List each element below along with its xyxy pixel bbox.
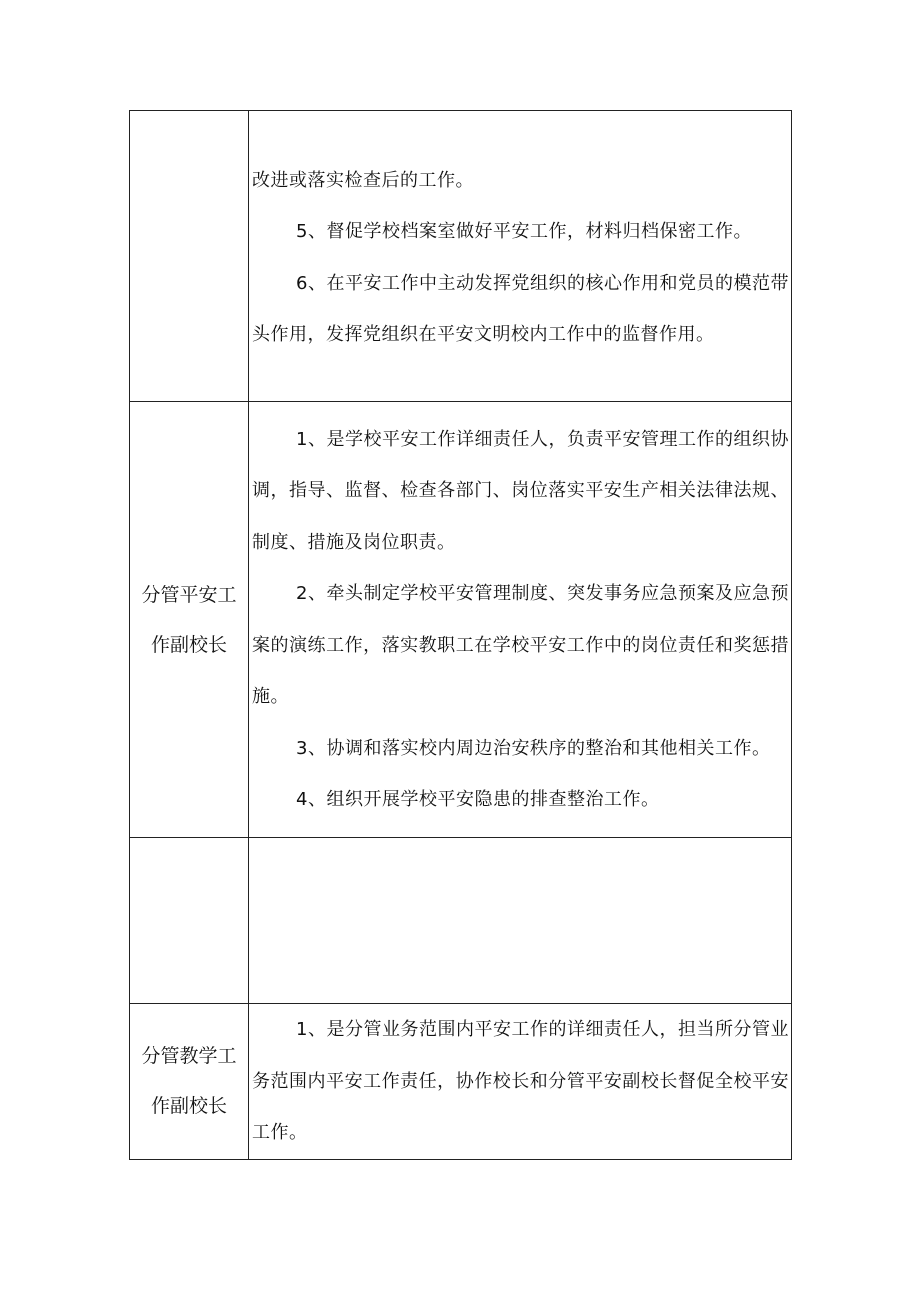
role-label-line: 分管平安工 <box>141 583 237 606</box>
role-label <box>130 1031 248 1131</box>
duty-cell <box>249 402 792 838</box>
table-row <box>130 111 792 402</box>
responsibility-table <box>129 110 792 1160</box>
duty-paragraph: 5、督促学校档案室做好平安工作，材料归档保密工作。 <box>296 221 752 242</box>
duty-paragraph: 2、牵头制定学校平安管理制度、突发事务应急预案及应急预案的演练工作，落实教职工在学校平安工作中的岗位责任和奖惩措施。 <box>252 583 789 707</box>
role-cell <box>130 1004 249 1160</box>
table-row <box>130 402 792 838</box>
duty-paragraph: 1、是学校平安工作详细责任人，负责平安管理工作的组织协调，指导、监督、检查各部门、岗位落实平安生产相关法律法规、制度、措施及岗位职责。 <box>252 428 789 553</box>
role-label <box>130 570 248 670</box>
role-cell <box>130 111 249 402</box>
role-cell <box>130 402 249 838</box>
duty-cell <box>249 838 792 1004</box>
duty-paragraph: 改进或落实检查后的工作。 <box>252 169 474 191</box>
role-label-line: 作副校长 <box>150 1095 227 1118</box>
role-label-line: 作副校长 <box>150 633 227 656</box>
duty-paragraph: 6、在平安工作中主动发挥党组织的核心作用和党员的模范带头作用，发挥党组织在平安文明校内工作中的监督作用。 <box>252 272 789 345</box>
role-cell <box>130 838 249 1004</box>
table-row <box>130 1004 792 1160</box>
table-row <box>130 838 792 1004</box>
role-label-line: 分管教学工 <box>141 1045 237 1068</box>
duty-paragraph: 1、是分管业务范围内平安工作的详细责任人，担当所分管业务范围内平安工作责任，协作校长和分管平安副校长督促全校平安工作。 <box>252 1019 789 1143</box>
duty-paragraph: 3、协调和落实校内周边治安秩序的整治和其他相关工作。 <box>296 737 771 759</box>
duty-cell <box>249 1004 792 1160</box>
duty-paragraph: 4、组织开展学校平安隐患的排查整治工作。 <box>296 789 660 810</box>
duty-cell <box>249 111 792 402</box>
